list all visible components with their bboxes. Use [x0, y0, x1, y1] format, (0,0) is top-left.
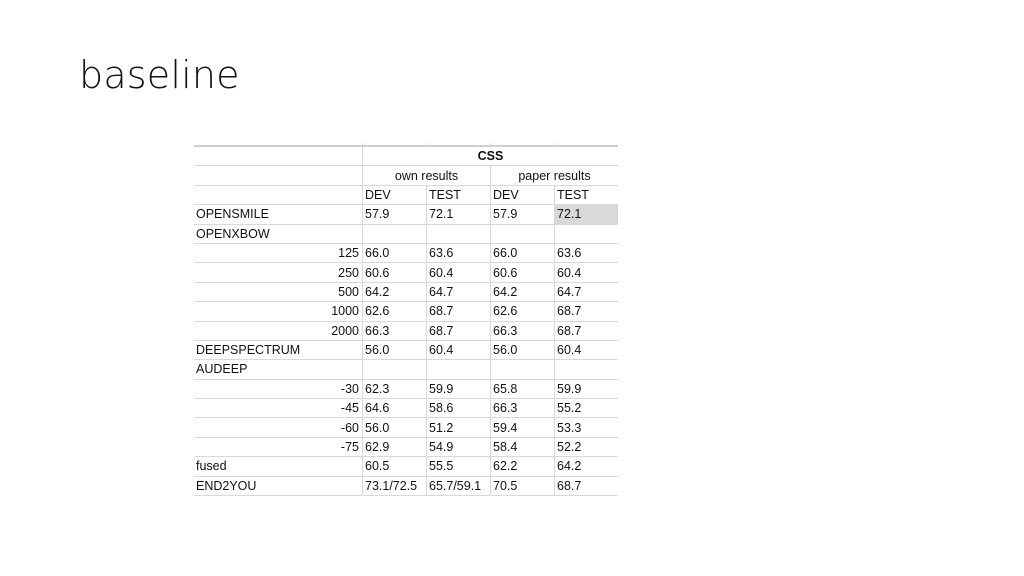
group-header-row: [194, 146, 618, 166]
table-cell: 60.4: [427, 340, 491, 359]
table-cell: 54.9: [427, 437, 491, 456]
table-cell: 72.1: [555, 205, 619, 224]
table-row: [194, 282, 618, 301]
table-cell: 65.7/59.1: [427, 476, 491, 495]
table-cell: 59.9: [555, 379, 619, 398]
table-cell: 58.6: [427, 399, 491, 418]
group-header-css: CSS: [363, 146, 619, 166]
table-row: [194, 457, 618, 476]
table-cell: 70.5: [491, 476, 555, 495]
subgroup-own-results: own results: [363, 166, 491, 185]
row-label: OPENSMILE: [194, 205, 363, 224]
table-cell: 63.6: [427, 243, 491, 262]
table-cell: 52.2: [555, 437, 619, 456]
table-cell: 60.5: [363, 457, 427, 476]
table-row: [194, 399, 618, 418]
header-spacer: [194, 166, 363, 185]
table-cell: [491, 360, 555, 379]
row-label: DEEPSPECTRUM: [194, 340, 363, 359]
table-cell: 58.4: [491, 437, 555, 456]
table-cell: [555, 360, 619, 379]
table-row: [194, 418, 618, 437]
table-cell: [491, 224, 555, 243]
table-cell: 66.0: [491, 243, 555, 262]
row-label: OPENXBOW: [194, 224, 363, 243]
table-cell: [427, 360, 491, 379]
table-cell: 60.4: [555, 263, 619, 282]
table-cell: 73.1/72.5: [363, 476, 427, 495]
table-row: [194, 205, 618, 224]
table-cell: [427, 224, 491, 243]
table-cell: 64.2: [555, 457, 619, 476]
table-row: [194, 360, 618, 379]
table-cell: 60.6: [491, 263, 555, 282]
table-cell: [555, 224, 619, 243]
row-label: AUDEEP: [194, 360, 363, 379]
table-cell: 55.2: [555, 399, 619, 418]
table-cell: [363, 224, 427, 243]
table-cell: 57.9: [363, 205, 427, 224]
table-cell: 62.9: [363, 437, 427, 456]
table-row: [194, 321, 618, 340]
header-spacer: [194, 146, 363, 166]
table-cell: 64.2: [491, 282, 555, 301]
row-sublabel: 125: [194, 243, 363, 262]
table-row: [194, 379, 618, 398]
table-cell: 56.0: [363, 418, 427, 437]
table-cell: 64.2: [363, 282, 427, 301]
slide-title: baseline: [79, 53, 240, 97]
table-cell: 68.7: [427, 302, 491, 321]
row-sublabel: 250: [194, 263, 363, 282]
table-cell: 53.3: [555, 418, 619, 437]
table-cell: 60.4: [427, 263, 491, 282]
column-header-dev: DEV: [363, 185, 427, 204]
table-cell: 51.2: [427, 418, 491, 437]
table-cell: 68.7: [555, 321, 619, 340]
table-cell: 68.7: [555, 302, 619, 321]
table-cell: 66.3: [491, 321, 555, 340]
row-sublabel: -30: [194, 379, 363, 398]
row-sublabel: 1000: [194, 302, 363, 321]
table-cell: 60.6: [363, 263, 427, 282]
row-sublabel: -60: [194, 418, 363, 437]
row-label: END2YOU: [194, 476, 363, 495]
header-spacer: [194, 185, 363, 204]
table-body: [194, 205, 618, 496]
table-cell: 64.6: [363, 399, 427, 418]
table-cell: 68.7: [427, 321, 491, 340]
table-cell: 62.6: [491, 302, 555, 321]
table-cell: 60.4: [555, 340, 619, 359]
row-sublabel: -45: [194, 399, 363, 418]
table-cell: [363, 360, 427, 379]
results-table: [194, 143, 618, 496]
row-sublabel: -75: [194, 437, 363, 456]
subgroup-paper-results: paper results: [491, 166, 619, 185]
subgroup-header-row: [194, 166, 618, 185]
column-header-row: [194, 185, 618, 204]
column-header-test: TEST: [427, 185, 491, 204]
table-cell: 66.3: [491, 399, 555, 418]
row-sublabel: 500: [194, 282, 363, 301]
table-cell: 57.9: [491, 205, 555, 224]
table-cell: 65.8: [491, 379, 555, 398]
table-cell: 72.1: [427, 205, 491, 224]
table-cell: 59.9: [427, 379, 491, 398]
table-row: [194, 243, 618, 262]
table-row: [194, 302, 618, 321]
table-cell: 64.7: [555, 282, 619, 301]
table-row: [194, 437, 618, 456]
table-row: [194, 224, 618, 243]
column-header-test: TEST: [555, 185, 619, 204]
table-cell: 59.4: [491, 418, 555, 437]
table-cell: 68.7: [555, 476, 619, 495]
table-cell: 66.0: [363, 243, 427, 262]
table-row: [194, 340, 618, 359]
row-label: fused: [194, 457, 363, 476]
table-cell: 66.3: [363, 321, 427, 340]
table-cell: 64.7: [427, 282, 491, 301]
table-cell: 56.0: [491, 340, 555, 359]
table-cell: 56.0: [363, 340, 427, 359]
row-sublabel: 2000: [194, 321, 363, 340]
table-row: [194, 263, 618, 282]
table-cell: 62.2: [491, 457, 555, 476]
table-cell: 63.6: [555, 243, 619, 262]
table-cell: 62.6: [363, 302, 427, 321]
table-cell: 55.5: [427, 457, 491, 476]
table-row: [194, 476, 618, 495]
column-header-dev: DEV: [491, 185, 555, 204]
table-cell: 62.3: [363, 379, 427, 398]
